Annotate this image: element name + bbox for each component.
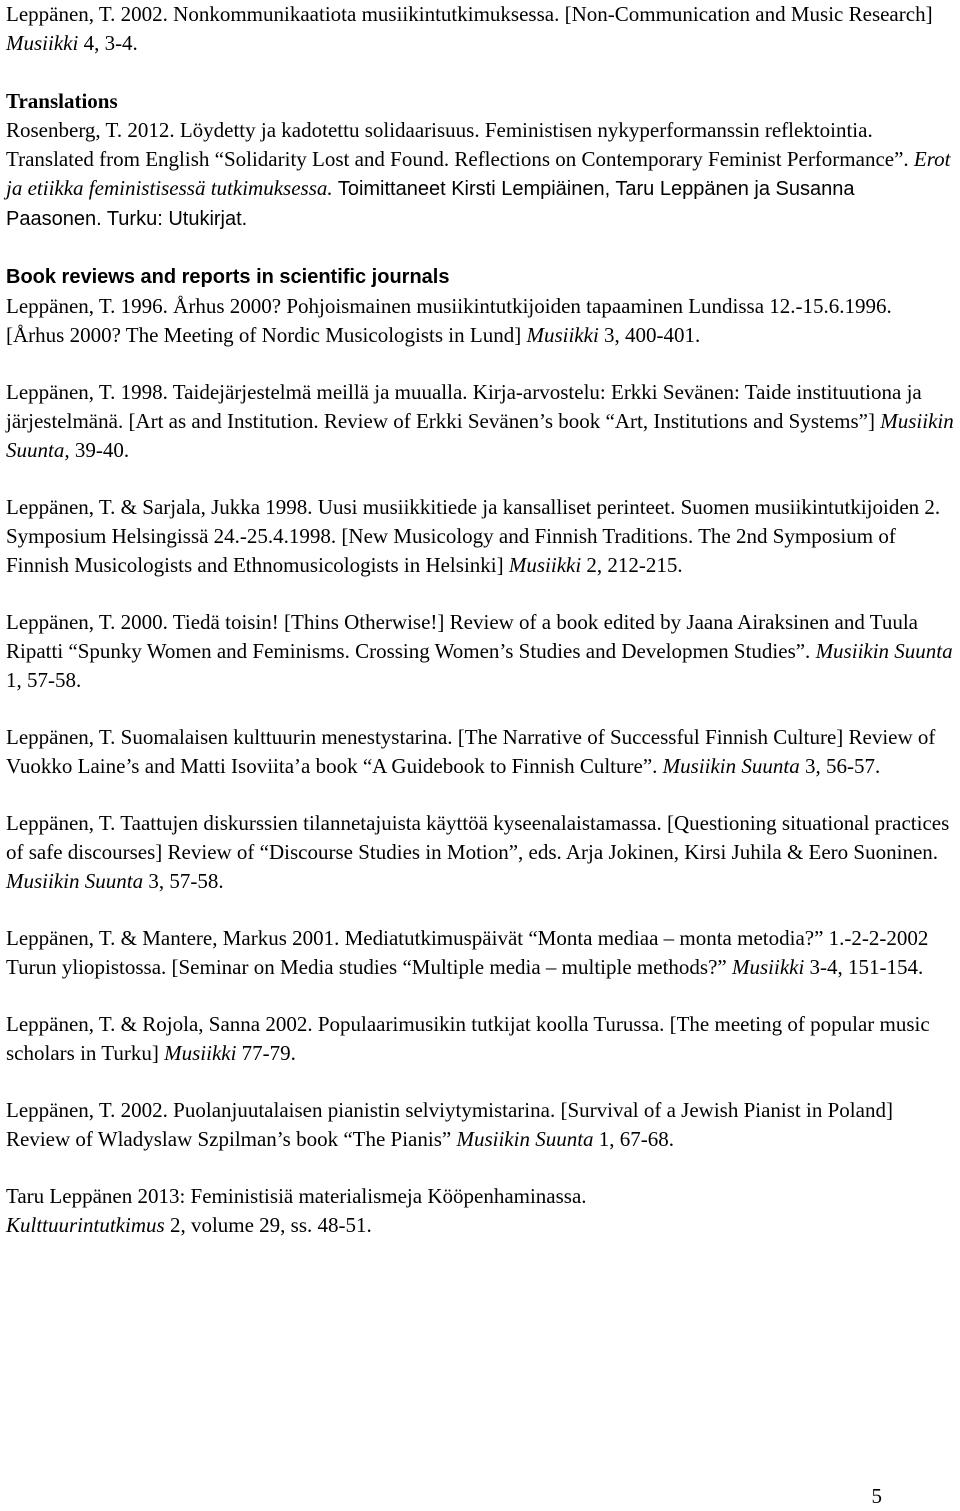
reference-entry bbox=[6, 809, 954, 896]
entry-pages: 3, 400-401. bbox=[598, 323, 701, 347]
entry-pages: 4, 3-4. bbox=[78, 31, 138, 55]
entry-text: Leppänen, T. 1998. Taidejärjestelmä meillä ja muualla. Kirja-arvostelu: Erkki Sevänen: Taide instituutiona ja järjestelmänä. [Art as and Institution. Review of Erkki Sevänen’s book “Art, Institutions and Systems”] bbox=[6, 380, 922, 433]
reference-entry bbox=[6, 723, 954, 781]
reviews-section bbox=[6, 263, 954, 1240]
journal-title: Musiikin Suunta bbox=[815, 639, 953, 663]
reference-entry bbox=[6, 378, 954, 465]
reference-entry bbox=[6, 608, 954, 695]
entry-text: Leppänen, T. 2002. Puolanjuutalaisen pianistin selviytymistarina. [Survival of a Jewish Pianist in Poland] Review of Wladyslaw Szpilman’s book “The Pianis” bbox=[6, 1098, 893, 1151]
translations-section bbox=[6, 87, 954, 234]
entry-pages: 1, 67-68. bbox=[593, 1127, 675, 1151]
journal-title: Musiikki bbox=[164, 1041, 237, 1065]
journal-title: Musiikin Suunta bbox=[662, 754, 800, 778]
entry-text: Taru Leppänen 2013: Feministisiä materialismeja Kööpenhaminassa. bbox=[6, 1184, 587, 1208]
entry-pages: 3, 57-58. bbox=[143, 869, 224, 893]
entry-text: Leppänen, T. 2000. Tiedä toisin! [Thins Otherwise!] Review of a book edited by Jaana Airaksinen and Tuula Ripatti “Spunky Women and Feminisms. Crossing Women’s Studies and Developmen Studies”. bbox=[6, 610, 918, 663]
entry-text: Leppänen, T. & Sarjala, Jukka 1998. Uusi musiikkitiede ja kansalliset perinteet. Suomen musiikintutkijoiden 2. Symposium Helsingissä 24.-25.4.1998. [New Musicology and Finnish Traditions. The 2nd Symposium of Finnish Musicologists and Ethnomusicologists in Helsinki] bbox=[6, 495, 941, 577]
reference-entry bbox=[6, 493, 954, 580]
reference-entry bbox=[6, 1182, 954, 1240]
entry-text: Leppänen, T. & Mantere, Markus 2001. Mediatutkimuspäivät “Monta mediaa – monta metodia?” 1.-2-2-2002 Turun yliopistossa. [Seminar on Media studies “Multiple media – multiple methods?” bbox=[6, 926, 929, 979]
reference-entry bbox=[6, 292, 954, 350]
entry-text: Leppänen, T. 2002. Nonkommunikaatiota musiikintutkimuksessa. [Non-Communication and Music Research] bbox=[6, 2, 933, 26]
reference-entry bbox=[6, 0, 954, 58]
reference-entry bbox=[6, 1096, 954, 1154]
journal-title: Musiikki bbox=[526, 323, 599, 347]
document-page bbox=[6, 0, 954, 1240]
entry-text: Leppänen, T. Suomalaisen kulttuurin menestystarina. [The Narrative of Successful Finnish Culture] Review of Vuokko Laine’s and Matti Isoviita’a book “A Guidebook to Finnish Culture”. bbox=[6, 725, 936, 778]
entry-pages: 2, volume 29, ss. 48-51. bbox=[164, 1213, 372, 1237]
entry-pages: 3, 56-57. bbox=[799, 754, 881, 778]
entry-editors: Toimittaneet Kirsti Lempiäinen, Taru Leppänen ja Susanna Paasonen. Turku: Utukirjat. bbox=[6, 178, 855, 230]
journal-title: Musiikki bbox=[731, 955, 805, 979]
entry-text: Leppänen, T. & Rojola, Sanna 2002. Populaarimusikin tutkijat koolla Turussa. [The meeting of popular music scholars in Turku] bbox=[6, 1012, 930, 1065]
journal-title: Musiikin Suunta, bbox=[6, 409, 954, 462]
entry-pages: 1, 57-58. bbox=[6, 668, 82, 692]
journal-title: Musiikki bbox=[508, 553, 582, 577]
journal-title: Kulttuurintutkimus bbox=[6, 1213, 165, 1237]
journal-title: Musiikki bbox=[6, 31, 79, 55]
entry-pages: 2, 212-215. bbox=[581, 553, 683, 577]
journal-title: Musiikin Suunta bbox=[6, 869, 144, 893]
entry-pages: 39-40. bbox=[69, 438, 130, 462]
entry-pages: 77-79. bbox=[236, 1041, 296, 1065]
journal-title: Musiikin Suunta bbox=[456, 1127, 594, 1151]
entry-text: Rosenberg, T. 2012. Löydetty ja kadotettu solidaarisuus. Feministisen nykyperformanssin reflektointia. Translated from English “Solidarity Lost and Found. Reflections on Contemporary Feminist Performance”. bbox=[6, 118, 914, 171]
reference-entry bbox=[6, 116, 954, 234]
reference-entry bbox=[6, 1010, 954, 1068]
book-title: Erot ja etiikka feministisessä tutkimuksessa. bbox=[6, 147, 951, 200]
section-heading: Translations bbox=[6, 89, 118, 113]
entry-text: Leppänen, T. Taattujen diskurssien tilannetajuista käyttöä kyseenalaistamassa. [Questioning situational practices of safe discourses] Review of “Discourse Studies in Motion”, eds. Arja Jokinen, Kirsi Juhila & Eero Suoninen. bbox=[6, 811, 950, 864]
reference-entry bbox=[6, 924, 954, 982]
page-number: 5 bbox=[871, 1484, 882, 1508]
entry-text: Leppänen, T. 1996. Århus 2000? Pohjoismainen musiikintutkijoiden tapaaminen Lundissa 12.-15.6.1996. [Århus 2000? The Meeting of Nordic Musicologists in Lund] bbox=[6, 294, 892, 347]
section-heading: Book reviews and reports in scientific journals bbox=[6, 266, 450, 288]
entry-pages: 3-4, 151-154. bbox=[804, 955, 924, 979]
